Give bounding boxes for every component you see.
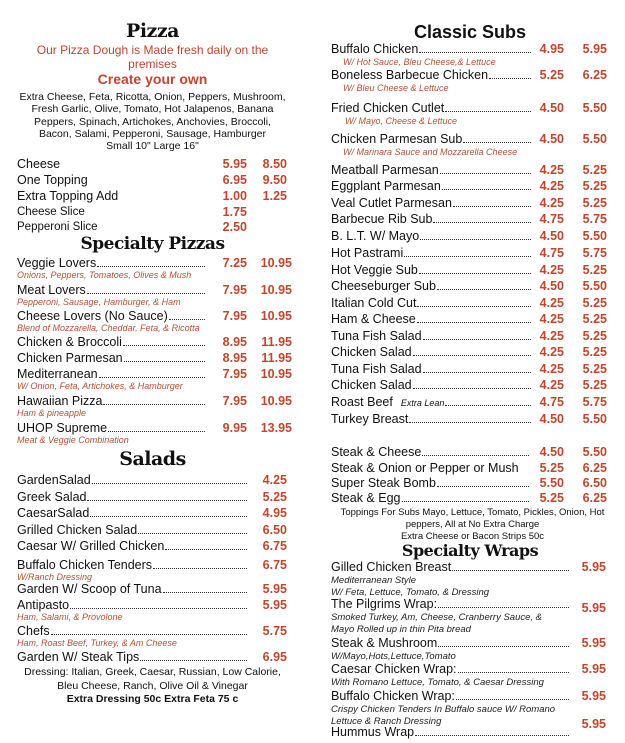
menu-item-name: Turkey Breast xyxy=(331,412,409,426)
dot-leader xyxy=(445,405,531,406)
price: 4.50 xyxy=(539,132,564,146)
specialty-wraps-title: Specialty Wraps xyxy=(401,541,539,560)
menu-item-name: Veal Cutlet Parmesan xyxy=(331,196,452,210)
menu-item-name: UHOP Supreme xyxy=(17,421,108,435)
menu-item xyxy=(331,100,533,116)
menu-item-name: Roast Beef xyxy=(331,395,393,409)
menu-item xyxy=(331,361,533,377)
dot-leader xyxy=(87,293,205,294)
dot-leader xyxy=(423,339,531,340)
menu-item xyxy=(331,661,571,677)
price: 4.95 xyxy=(262,506,287,520)
price: 5.95 xyxy=(222,157,247,171)
menu-item xyxy=(331,596,571,612)
menu-item xyxy=(331,411,533,427)
salad-extras: Extra Dressing 50c Extra Feta 75 c xyxy=(66,693,239,705)
menu-item xyxy=(17,350,207,366)
price: 4.75 xyxy=(539,395,564,409)
price: 5.25 xyxy=(582,329,607,343)
price: 5.25 xyxy=(582,296,607,310)
menu-item xyxy=(331,377,533,393)
menu-item-name: Tuna Fish Salad xyxy=(331,329,422,343)
price: 5.75 xyxy=(582,212,607,226)
price: 4.95 xyxy=(539,42,564,56)
menu-item-name: Buffalo Chicken Wrap: xyxy=(331,689,455,703)
dot-leader xyxy=(108,431,205,432)
price: 9.50 xyxy=(262,173,287,187)
price: 8.50 xyxy=(262,157,287,171)
dot-leader xyxy=(70,608,247,609)
sub-toppings-line2: peppers, All at No Extra Charge xyxy=(405,519,540,530)
menu-item-name: Meatball Parmesan xyxy=(331,163,439,177)
dot-leader xyxy=(402,501,530,502)
menu-item xyxy=(331,559,571,575)
menu-item xyxy=(331,490,531,506)
menu-item-name: Buffalo Chicken xyxy=(331,42,419,56)
price: 4.50 xyxy=(539,412,564,426)
price: 6.50 xyxy=(582,476,607,490)
menu-item-note: Mayo Rolled up in thin Pita bread xyxy=(331,624,471,635)
menu-item xyxy=(331,245,533,261)
dot-leader xyxy=(87,500,247,501)
menu-item xyxy=(17,472,249,488)
dot-leader xyxy=(437,289,531,290)
menu-item-name: Meat Lovers xyxy=(17,283,86,297)
menu-item-name: GardenSalad xyxy=(17,473,91,487)
price: 8.95 xyxy=(222,351,247,365)
price: 4.25 xyxy=(539,329,564,343)
dot-leader xyxy=(456,699,569,700)
menu-item xyxy=(331,460,531,476)
price: 4.25 xyxy=(539,378,564,392)
dot-leader xyxy=(92,483,247,484)
dot-leader xyxy=(138,533,247,534)
menu-item xyxy=(17,282,207,298)
dot-leader xyxy=(423,372,531,373)
menu-item-note: Ham & pineapple xyxy=(17,408,87,418)
price: 6.50 xyxy=(262,523,287,537)
menu-item xyxy=(331,394,533,410)
price: 4.50 xyxy=(539,279,564,293)
dot-leader xyxy=(420,239,531,240)
menu-item xyxy=(17,538,249,554)
dot-leader xyxy=(413,355,531,356)
menu-item-note: Onions, Peppers, Tomatoes, Olives & Mush xyxy=(17,270,192,280)
menu-item-note: Meat & Veggie Combination xyxy=(17,435,129,445)
price: 4.25 xyxy=(539,296,564,310)
price: 7.95 xyxy=(222,394,247,408)
price: 4.50 xyxy=(539,229,564,243)
price: 11.95 xyxy=(261,351,292,365)
price: 6.75 xyxy=(262,539,287,553)
menu-item-note: Smoked Turkey, Am, Cheese, Cranberry Sauce, & xyxy=(331,612,543,623)
price: 5.25 xyxy=(262,490,287,504)
price: 4.25 xyxy=(539,179,564,193)
menu-item-name: Caesar W/ Grilled Chicken xyxy=(17,539,165,553)
price: 1.25 xyxy=(262,189,287,203)
price: 4.75 xyxy=(539,246,564,260)
pizza-subtitle-line2: premises xyxy=(128,57,177,71)
price: 1.00 xyxy=(222,189,247,203)
price: 9.95 xyxy=(222,421,247,435)
menu-item-note: W/Ranch Dressing xyxy=(17,572,93,582)
dot-leader xyxy=(163,592,247,593)
price: 2.50 xyxy=(222,220,247,234)
dot-leader xyxy=(433,222,531,223)
price: 6.25 xyxy=(582,68,607,82)
price: 5.75 xyxy=(262,624,287,638)
menu-item-name: Eggplant Parmesan xyxy=(331,179,441,193)
dot-leader xyxy=(99,377,205,378)
pizza-toppings-list xyxy=(10,91,295,152)
menu-item-name: One Topping xyxy=(17,173,88,187)
menu-item-name: Antipasto xyxy=(17,598,70,612)
pizza-title: Pizza xyxy=(126,20,179,42)
menu-item-name: Chicken Salad xyxy=(331,345,412,359)
dot-leader xyxy=(442,189,531,190)
menu-item xyxy=(331,67,533,83)
menu-item-note: W/ Mayo, Cheese & Lettuce xyxy=(345,116,458,126)
menu-item-name: Chicken Salad xyxy=(331,378,412,392)
menu-item xyxy=(17,366,207,382)
salads-title: Salads xyxy=(119,448,186,470)
menu-item-name: Steak & Cheese xyxy=(331,445,422,459)
menu-item xyxy=(331,724,571,740)
toppings-line: Bacon, Salami, Pepperoni, Sausage, Hamburger xyxy=(38,127,267,140)
menu-item xyxy=(17,308,207,324)
menu-item xyxy=(17,505,249,521)
dot-leader xyxy=(437,486,529,487)
menu-item-name: Steak & Egg xyxy=(331,491,401,505)
menu-item-name: Veggie Lovers xyxy=(17,256,97,270)
price: 5.50 xyxy=(582,229,607,243)
dot-leader xyxy=(124,361,205,362)
menu-item-name: Garden W/ Scoop of Tuna xyxy=(17,582,162,596)
price: 4.25 xyxy=(539,163,564,177)
price: 5.50 xyxy=(539,476,564,490)
dot-leader xyxy=(417,306,531,307)
menu-item-note: W/ Feta, Lettuce, Tomato, & Dressing xyxy=(331,587,490,598)
toppings-line: Extra Cheese, Feta, Ricotta, Onion, Peppers, Mushroom, xyxy=(19,91,286,103)
price: 7.95 xyxy=(222,309,247,323)
price: 5.25 xyxy=(582,362,607,376)
menu-item-name: Italian Cold Cut xyxy=(331,296,417,310)
menu-item-note: Crispy Chicken Tenders In Buffalo sauce W/ Romano xyxy=(331,704,556,715)
menu-item-note: W/ Onion, Feta, Artichokes, & Hamburger xyxy=(17,381,183,391)
dot-leader xyxy=(153,568,247,569)
menu-item-name: Fried Chicken Cutlet xyxy=(331,101,445,115)
menu-item xyxy=(331,162,533,178)
dot-leader xyxy=(103,404,205,405)
menu-item-name: Chicken & Broccoli xyxy=(17,335,122,349)
menu-item-inline-note: Extra Lean xyxy=(400,398,445,408)
menu-item-name: Cheese xyxy=(17,157,61,171)
menu-item-name: Hummus Wrap xyxy=(331,725,415,739)
menu-item-name: Grilled Chicken Salad xyxy=(17,523,138,537)
dot-leader xyxy=(404,256,531,257)
menu-item-name: Ham & Cheese xyxy=(331,312,416,326)
dot-leader xyxy=(445,111,531,112)
price: 5.25 xyxy=(582,345,607,359)
price: 6.25 xyxy=(582,491,607,505)
menu-item xyxy=(17,255,207,271)
price: 5.25 xyxy=(582,263,607,277)
price: 5.25 xyxy=(582,196,607,210)
menu-item-note: W/ Bleu Cheese & Lettuce xyxy=(343,83,449,93)
dot-leader xyxy=(419,273,531,274)
menu-item xyxy=(17,557,249,573)
dot-leader xyxy=(169,319,205,320)
menu-item xyxy=(17,489,249,505)
menu-item-note: W/Mayo,Hots,Lettuce,Tomato xyxy=(331,651,456,662)
menu-item-name: Gilled Chicken Breast xyxy=(331,560,452,574)
price: 7.95 xyxy=(222,367,247,381)
menu-item xyxy=(17,649,249,665)
dot-leader xyxy=(419,52,531,53)
menu-item xyxy=(331,195,533,211)
price: 5.95 xyxy=(581,662,606,676)
menu-item-name: Buffalo Chicken Tenders xyxy=(17,558,153,572)
menu-item-name: Greek Salad xyxy=(17,490,87,504)
dot-leader xyxy=(458,672,569,673)
menu-item xyxy=(331,228,533,244)
price: 5.25 xyxy=(582,312,607,326)
dot-leader xyxy=(165,549,247,550)
dressing-line1: Dressing: Italian, Greek, Caesar, Russian, Low Calorie, xyxy=(24,666,281,678)
price: 6.95 xyxy=(222,173,247,187)
dot-leader xyxy=(453,206,531,207)
dot-leader xyxy=(409,422,531,423)
menu-item-name: Cheese Slice xyxy=(17,206,85,218)
menu-item xyxy=(331,131,533,147)
menu-item xyxy=(17,581,249,597)
menu-item xyxy=(331,278,533,294)
menu-item xyxy=(331,635,571,651)
menu-item xyxy=(331,475,531,491)
pizza-sizes: Small 10" Large 16" xyxy=(106,140,199,153)
menu-item-note: With Romano Lettuce, Tomato, & Caesar Dressing xyxy=(331,677,544,688)
dot-leader xyxy=(440,173,531,174)
price: 5.25 xyxy=(539,68,564,82)
price: 10.95 xyxy=(260,256,292,270)
menu-item-note: Lettuce & Ranch Dressing xyxy=(331,716,442,727)
menu-item xyxy=(17,204,217,220)
menu-item-name: Barbecue Rib Sub xyxy=(331,212,433,226)
menu-item-name: Garden W/ Steak Tips xyxy=(17,650,140,664)
menu-item xyxy=(17,420,207,436)
price: 6.75 xyxy=(262,558,287,572)
menu-item-name: Pepperoni Slice xyxy=(17,221,98,233)
price: 5.50 xyxy=(582,412,607,426)
price: 5.95 xyxy=(581,560,606,574)
price: 5.75 xyxy=(582,246,607,260)
price: 5.25 xyxy=(539,491,564,505)
dot-leader xyxy=(438,607,569,608)
menu-item-name: Cheese Lovers (No Sauce) xyxy=(17,309,168,323)
dot-leader xyxy=(417,322,531,323)
menu-item xyxy=(17,334,207,350)
menu-item-name: The Pilgrims Wrap: xyxy=(331,597,438,611)
price: 5.25 xyxy=(582,378,607,392)
price: 4.25 xyxy=(262,473,287,487)
menu-item-name: Hawaiian Pizza xyxy=(17,394,103,408)
dot-leader xyxy=(140,660,247,661)
menu-item-name: Steak & Onion or Pepper or Mush xyxy=(331,461,519,475)
menu-item-note: Ham, Salami, & Provolone xyxy=(17,612,123,622)
menu-item-note: Ham, Roast Beef, Turkey, & Am Cheese xyxy=(17,638,177,648)
toppings-line: Peppers, Spinach, Artichokes, Anchovies, Broccoli, xyxy=(34,115,271,128)
menu-item-name: Tuna Fish Salad xyxy=(331,362,422,376)
price: 4.25 xyxy=(539,312,564,326)
menu-item-note: Pepperoni, Sausage, Hamburger, & Ham xyxy=(17,297,181,307)
price: 4.75 xyxy=(539,212,564,226)
menu-item xyxy=(331,295,533,311)
menu-item xyxy=(17,156,217,172)
price: 6.25 xyxy=(582,461,607,475)
menu-item-name: Caesar Chicken Wrap: xyxy=(331,662,457,676)
price: 10.95 xyxy=(260,283,292,297)
price: 5.95 xyxy=(262,582,287,596)
price: 4.25 xyxy=(539,362,564,376)
dot-leader xyxy=(90,516,247,517)
dot-leader xyxy=(415,735,569,736)
price: 4.25 xyxy=(539,196,564,210)
menu-item xyxy=(331,444,531,460)
price: 11.95 xyxy=(261,335,292,349)
menu-item-name: Chicken Parmesan xyxy=(17,351,123,365)
menu-item xyxy=(17,597,249,613)
menu-item-name: Mediterranean xyxy=(17,367,98,381)
menu-item-note: W/ Hot Sauce, Bleu Cheese,& Lettuce xyxy=(343,57,496,67)
menu-item xyxy=(331,311,533,327)
menu-item xyxy=(331,344,533,360)
menu-item-name: Steak & Mushroom xyxy=(331,636,438,650)
price: 1.75 xyxy=(222,205,247,219)
menu-item-name: Hot Veggie Sub xyxy=(331,263,418,277)
pizza-subtitle-line1: Our Pizza Dough is Made fresh daily on the xyxy=(36,43,269,57)
menu-item-name: B. L.T. W/ Mayo xyxy=(331,229,420,243)
specialty-pizzas-title: Specialty Pizzas xyxy=(80,234,225,254)
price: 5.95 xyxy=(581,689,606,703)
menu-item xyxy=(331,688,571,704)
price: 5.50 xyxy=(582,445,607,459)
price: 5.50 xyxy=(582,132,607,146)
menu-item xyxy=(17,219,217,235)
price: 6.95 xyxy=(262,650,287,664)
menu-item-name: Chefs xyxy=(17,624,50,638)
dot-leader xyxy=(438,646,569,647)
menu-item-name: Super Steak Bomb xyxy=(331,476,436,490)
menu-item-note: Blend of Mozzarella, Cheddar, Feta, & Ricotta xyxy=(17,323,200,333)
price: 10.95 xyxy=(260,367,292,381)
dot-leader xyxy=(463,142,531,143)
price: 7.25 xyxy=(222,256,247,270)
price: 5.95 xyxy=(581,601,606,615)
dot-leader xyxy=(422,455,529,456)
price: 5.25 xyxy=(582,163,607,177)
price: 8.95 xyxy=(222,335,247,349)
menu-item xyxy=(331,41,533,57)
dot-leader xyxy=(97,266,205,267)
menu-item-note: Mediterranean Style xyxy=(331,575,417,586)
price: 13.95 xyxy=(260,421,292,435)
price: 4.50 xyxy=(539,445,564,459)
price: 5.50 xyxy=(582,101,607,115)
menu-item-note: W/ Marinara Sauce and Mozzarella Cheese xyxy=(343,147,518,157)
price: 5.50 xyxy=(582,279,607,293)
menu-item-name: Hot Pastrami xyxy=(331,246,404,260)
price: 5.95 xyxy=(582,42,607,56)
menu-item-name: Boneless Barbecue Chicken xyxy=(331,68,489,82)
price: 4.25 xyxy=(539,345,564,359)
price: 5.95 xyxy=(262,598,287,612)
price: 5.25 xyxy=(539,461,564,475)
menu-item xyxy=(331,262,533,278)
sub-toppings-line3: Extra Cheese or Bacon Strips 50c xyxy=(400,531,545,542)
sub-toppings-line1: Toppings For Subs Mayo, Lettuce, Tomato, Pickles, Onion, Hot xyxy=(340,507,605,518)
price: 5.75 xyxy=(582,395,607,409)
price: 5.95 xyxy=(581,636,606,650)
create-your-own-heading: Create your own xyxy=(97,71,208,87)
price: 7.95 xyxy=(222,283,247,297)
menu-item xyxy=(331,211,533,227)
price: 10.95 xyxy=(260,394,292,408)
classic-subs-title: Classic Subs xyxy=(413,22,527,42)
price: 5.25 xyxy=(582,179,607,193)
dot-leader xyxy=(123,345,205,346)
price: 5.95 xyxy=(581,717,606,731)
menu-item xyxy=(17,623,249,639)
price: 4.25 xyxy=(539,263,564,277)
menu-item-name: Extra Topping Add xyxy=(17,189,119,203)
price: 4.50 xyxy=(539,101,564,115)
dot-leader xyxy=(452,570,569,571)
toppings-line: Fresh Garlic, Olive, Tomato, Hot Jalapenos, Banana xyxy=(31,103,274,116)
menu-item-name: CaesarSalad xyxy=(17,506,90,520)
menu-item-name: Cheeseburger Sub xyxy=(331,279,436,293)
menu-item xyxy=(17,522,249,538)
menu-item xyxy=(331,328,533,344)
menu-item xyxy=(17,188,217,204)
menu-item-name: Chicken Parmesan Sub xyxy=(331,132,463,146)
menu-item xyxy=(17,393,207,409)
dressing-line2: Bleu Cheese, Ranch, Olive Oil & Vinegar xyxy=(57,680,248,692)
menu-item xyxy=(17,172,217,188)
price: 10.95 xyxy=(260,309,292,323)
dot-leader xyxy=(51,634,247,635)
dot-leader xyxy=(413,388,531,389)
menu-item xyxy=(331,178,533,194)
